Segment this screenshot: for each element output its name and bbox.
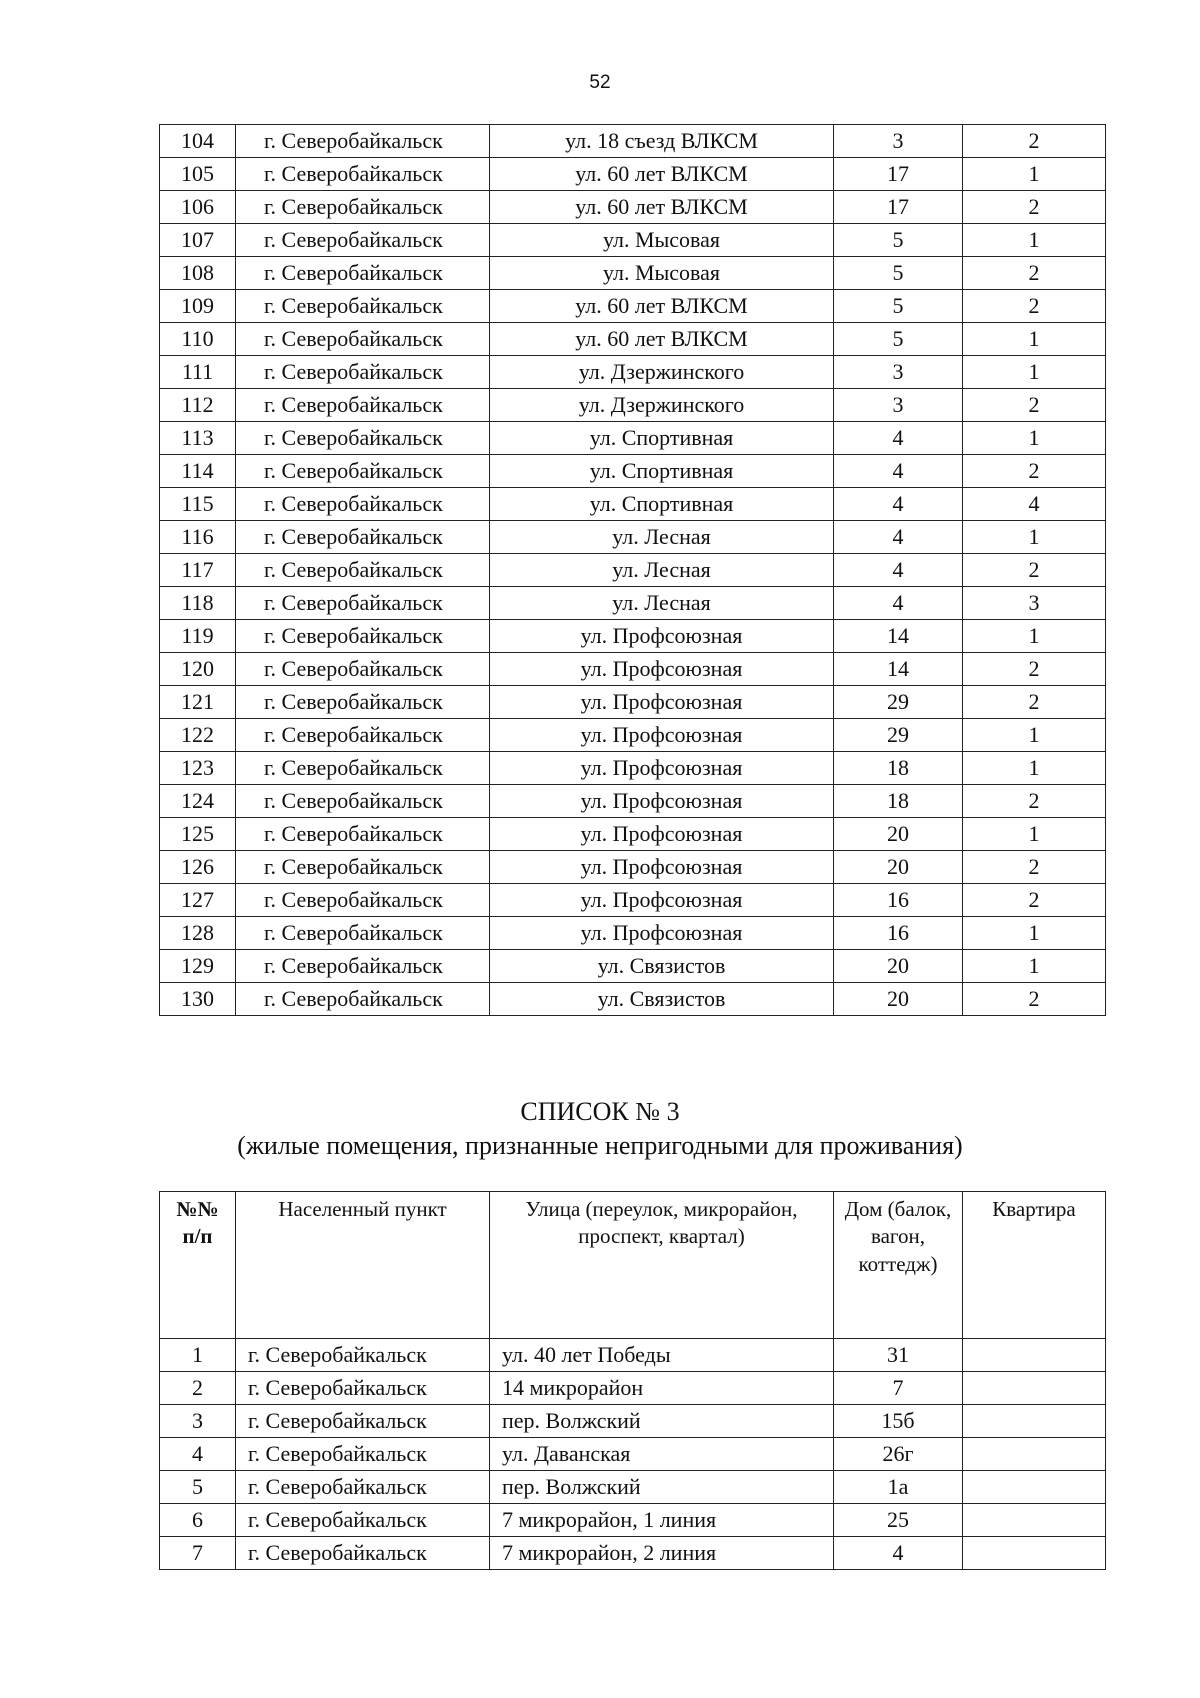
row-number: 126 (160, 851, 236, 884)
row-number: 128 (160, 917, 236, 950)
row-settlement: г. Северобайкальск (236, 521, 490, 554)
row-number: 108 (160, 257, 236, 290)
row-house: 4 (834, 422, 963, 455)
row-settlement: г. Северобайкальск (236, 290, 490, 323)
header-number-line1: №№ (176, 1197, 219, 1221)
table-row (160, 521, 1106, 554)
table-row (160, 323, 1106, 356)
row-street: ул. Лесная (490, 554, 834, 587)
row-apartment: 1 (963, 422, 1106, 455)
row-house: 3 (834, 389, 963, 422)
row-number: 112 (160, 389, 236, 422)
row-number: 129 (160, 950, 236, 983)
row-settlement: г. Северобайкальск (236, 653, 490, 686)
row-apartment: 2 (963, 257, 1106, 290)
row-apartment: 1 (963, 917, 1106, 950)
row-settlement: г. Северобайкальск (236, 785, 490, 818)
housing-table-body (160, 125, 1106, 1016)
row-number: 123 (160, 752, 236, 785)
row-street: пер. Волжский (490, 1405, 834, 1438)
row-settlement: г. Северобайкальск (236, 983, 490, 1016)
row-street: пер. Волжский (490, 1471, 834, 1504)
row-house: 4 (834, 521, 963, 554)
row-street: ул. 60 лет ВЛКСМ (490, 158, 834, 191)
row-street: ул. Лесная (490, 587, 834, 620)
row-settlement: г. Северобайкальск (236, 1537, 490, 1570)
row-house: 5 (834, 290, 963, 323)
row-street: ул. Профсоюзная (490, 686, 834, 719)
row-street: ул. Профсоюзная (490, 917, 834, 950)
row-number: 105 (160, 158, 236, 191)
row-house: 14 (834, 620, 963, 653)
row-number: 3 (160, 1405, 236, 1438)
row-apartment: 1 (963, 752, 1106, 785)
table-row (160, 1339, 1106, 1372)
row-house: 16 (834, 917, 963, 950)
unfit-housing-table-body (160, 1339, 1106, 1570)
row-settlement: г. Северобайкальск (236, 620, 490, 653)
row-house: 1а (834, 1471, 963, 1504)
row-number: 116 (160, 521, 236, 554)
row-apartment: 2 (963, 455, 1106, 488)
header-street: Улица (переулок, микрорайон, проспект, квартал) (490, 1192, 834, 1339)
header-apartment: Квартира (963, 1192, 1106, 1339)
row-house: 18 (834, 752, 963, 785)
row-house: 29 (834, 719, 963, 752)
header-house: Дом (балок, вагон, коттедж) (834, 1192, 963, 1339)
row-apartment: 2 (963, 389, 1106, 422)
table-row (160, 818, 1106, 851)
row-street: ул. Профсоюзная (490, 620, 834, 653)
row-apartment: 2 (963, 653, 1106, 686)
row-house: 3 (834, 125, 963, 158)
row-number: 115 (160, 488, 236, 521)
row-number: 2 (160, 1372, 236, 1405)
table-row (160, 1438, 1106, 1471)
row-settlement: г. Северобайкальск (236, 125, 490, 158)
table-row (160, 851, 1106, 884)
table-row (160, 356, 1106, 389)
row-settlement: г. Северобайкальск (236, 1372, 490, 1405)
table-row (160, 752, 1106, 785)
row-number: 124 (160, 785, 236, 818)
row-apartment: 2 (963, 884, 1106, 917)
row-house: 4 (834, 587, 963, 620)
row-apartment: 2 (963, 191, 1106, 224)
table-row (160, 125, 1106, 158)
row-street: ул. Спортивная (490, 422, 834, 455)
row-apartment (963, 1438, 1106, 1471)
table-row (160, 785, 1106, 818)
row-house: 4 (834, 455, 963, 488)
row-apartment: 1 (963, 719, 1106, 752)
row-apartment: 4 (963, 488, 1106, 521)
table-row (160, 1372, 1106, 1405)
row-settlement: г. Северобайкальск (236, 191, 490, 224)
row-street: ул. Спортивная (490, 455, 834, 488)
list-subtitle: (жилые помещения, признанные непригодными для проживания) (237, 1131, 963, 1160)
row-apartment: 1 (963, 356, 1106, 389)
row-street: ул. Профсоюзная (490, 851, 834, 884)
row-house: 18 (834, 785, 963, 818)
table-row (160, 290, 1106, 323)
row-apartment: 3 (963, 587, 1106, 620)
row-settlement: г. Северобайкальск (236, 719, 490, 752)
row-apartment: 2 (963, 851, 1106, 884)
row-house: 26г (834, 1438, 963, 1471)
row-number: 121 (160, 686, 236, 719)
row-number: 119 (160, 620, 236, 653)
row-apartment (963, 1405, 1106, 1438)
row-street: ул. 60 лет ВЛКСМ (490, 191, 834, 224)
row-house: 16 (834, 884, 963, 917)
housing-table-continued (159, 124, 1106, 1016)
row-settlement: г. Северобайкальск (236, 917, 490, 950)
row-house: 4 (834, 554, 963, 587)
table-row (160, 686, 1106, 719)
row-apartment: 2 (963, 554, 1106, 587)
row-apartment: 2 (963, 290, 1106, 323)
table-row (160, 1405, 1106, 1438)
row-number: 120 (160, 653, 236, 686)
row-settlement: г. Северобайкальск (236, 488, 490, 521)
row-street: ул. 18 съезд ВЛКСМ (490, 125, 834, 158)
row-apartment: 2 (963, 125, 1106, 158)
row-settlement: г. Северобайкальск (236, 752, 490, 785)
row-house: 3 (834, 356, 963, 389)
row-settlement: г. Северобайкальск (236, 554, 490, 587)
row-house: 15б (834, 1405, 963, 1438)
row-settlement: г. Северобайкальск (236, 884, 490, 917)
row-street: ул. Профсоюзная (490, 719, 834, 752)
row-street: ул. Спортивная (490, 488, 834, 521)
row-street: ул. Дзержинского (490, 356, 834, 389)
row-apartment (963, 1537, 1106, 1570)
table-row (160, 554, 1106, 587)
row-street: 14 микрорайон (490, 1372, 834, 1405)
row-house: 17 (834, 158, 963, 191)
row-settlement: г. Северобайкальск (236, 422, 490, 455)
row-number: 117 (160, 554, 236, 587)
row-number: 7 (160, 1537, 236, 1570)
table-row (160, 455, 1106, 488)
row-number: 114 (160, 455, 236, 488)
row-apartment: 2 (963, 686, 1106, 719)
table-row (160, 587, 1106, 620)
row-settlement: г. Северобайкальск (236, 224, 490, 257)
row-settlement: г. Северобайкальск (236, 1339, 490, 1372)
row-house: 17 (834, 191, 963, 224)
row-street: 7 микрорайон, 2 линия (490, 1537, 834, 1570)
row-apartment: 1 (963, 224, 1106, 257)
row-number: 127 (160, 884, 236, 917)
page-number: 52 (589, 72, 611, 93)
row-apartment: 1 (963, 818, 1106, 851)
row-number: 104 (160, 125, 236, 158)
row-number: 130 (160, 983, 236, 1016)
row-settlement: г. Северобайкальск (236, 1471, 490, 1504)
row-house: 31 (834, 1339, 963, 1372)
row-number: 1 (160, 1339, 236, 1372)
row-street: ул. Связистов (490, 983, 834, 1016)
table-row (160, 719, 1106, 752)
row-apartment: 2 (963, 785, 1106, 818)
row-apartment: 1 (963, 323, 1106, 356)
row-number: 106 (160, 191, 236, 224)
row-settlement: г. Северобайкальск (236, 950, 490, 983)
table-row (160, 422, 1106, 455)
row-street: ул. Профсоюзная (490, 884, 834, 917)
row-house: 4 (834, 488, 963, 521)
row-settlement: г. Северобайкальск (236, 356, 490, 389)
header-settlement: Населенный пункт (236, 1192, 490, 1339)
row-house: 25 (834, 1504, 963, 1537)
table-row (160, 950, 1106, 983)
row-apartment (963, 1504, 1106, 1537)
row-house: 5 (834, 323, 963, 356)
row-street: ул. Профсоюзная (490, 818, 834, 851)
table-row (160, 488, 1106, 521)
row-number: 4 (160, 1438, 236, 1471)
table-row (160, 1504, 1106, 1537)
table-row (160, 653, 1106, 686)
row-number: 118 (160, 587, 236, 620)
row-street: ул. Дзержинского (490, 389, 834, 422)
header-number (160, 1192, 236, 1339)
row-apartment: 1 (963, 521, 1106, 554)
row-house: 14 (834, 653, 963, 686)
table-row (160, 620, 1106, 653)
row-number: 110 (160, 323, 236, 356)
row-settlement: г. Северобайкальск (236, 686, 490, 719)
row-number: 122 (160, 719, 236, 752)
row-settlement: г. Северобайкальск (236, 257, 490, 290)
row-apartment: 1 (963, 950, 1106, 983)
row-number: 107 (160, 224, 236, 257)
row-street: ул. 40 лет Победы (490, 1339, 834, 1372)
row-settlement: г. Северобайкальск (236, 323, 490, 356)
row-street: ул. Профсоюзная (490, 785, 834, 818)
table-row (160, 257, 1106, 290)
row-settlement: г. Северобайкальск (236, 455, 490, 488)
table-row (160, 224, 1106, 257)
row-settlement: г. Северобайкальск (236, 851, 490, 884)
row-number: 5 (160, 1471, 236, 1504)
row-number: 113 (160, 422, 236, 455)
row-street: ул. Мысовая (490, 224, 834, 257)
row-house: 5 (834, 257, 963, 290)
table-row (160, 884, 1106, 917)
table-row (160, 191, 1106, 224)
row-apartment (963, 1339, 1106, 1372)
row-house: 5 (834, 224, 963, 257)
unfit-housing-table (159, 1191, 1106, 1570)
row-house: 29 (834, 686, 963, 719)
row-street: ул. Связистов (490, 950, 834, 983)
row-street: ул. Даванская (490, 1438, 834, 1471)
row-settlement: г. Северобайкальск (236, 587, 490, 620)
row-apartment (963, 1471, 1106, 1504)
row-apartment: 1 (963, 620, 1106, 653)
table-row (160, 158, 1106, 191)
row-settlement: г. Северобайкальск (236, 389, 490, 422)
row-settlement: г. Северобайкальск (236, 158, 490, 191)
row-number: 6 (160, 1504, 236, 1537)
row-house: 20 (834, 983, 963, 1016)
row-house: 20 (834, 818, 963, 851)
row-street: ул. 60 лет ВЛКСМ (490, 290, 834, 323)
row-apartment: 2 (963, 983, 1106, 1016)
row-apartment: 1 (963, 158, 1106, 191)
row-street: ул. 60 лет ВЛКСМ (490, 323, 834, 356)
row-house: 20 (834, 950, 963, 983)
row-number: 125 (160, 818, 236, 851)
row-street: 7 микрорайон, 1 линия (490, 1504, 834, 1537)
row-street: ул. Профсоюзная (490, 653, 834, 686)
row-house: 20 (834, 851, 963, 884)
table-row (160, 1537, 1106, 1570)
row-settlement: г. Северобайкальск (236, 1438, 490, 1471)
table-header-row (160, 1192, 1106, 1339)
row-apartment (963, 1372, 1106, 1405)
table-row (160, 917, 1106, 950)
table-row (160, 1471, 1106, 1504)
table-row (160, 389, 1106, 422)
row-street: ул. Мысовая (490, 257, 834, 290)
row-number: 111 (160, 356, 236, 389)
row-settlement: г. Северобайкальск (236, 1504, 490, 1537)
row-number: 109 (160, 290, 236, 323)
row-settlement: г. Северобайкальск (236, 1405, 490, 1438)
header-number-line2: п/п (182, 1224, 213, 1249)
list-title: СПИСОК № 3 (520, 1097, 680, 1126)
row-house: 7 (834, 1372, 963, 1405)
row-house: 4 (834, 1537, 963, 1570)
table-row (160, 983, 1106, 1016)
row-street: ул. Лесная (490, 521, 834, 554)
row-street: ул. Профсоюзная (490, 752, 834, 785)
row-settlement: г. Северобайкальск (236, 818, 490, 851)
